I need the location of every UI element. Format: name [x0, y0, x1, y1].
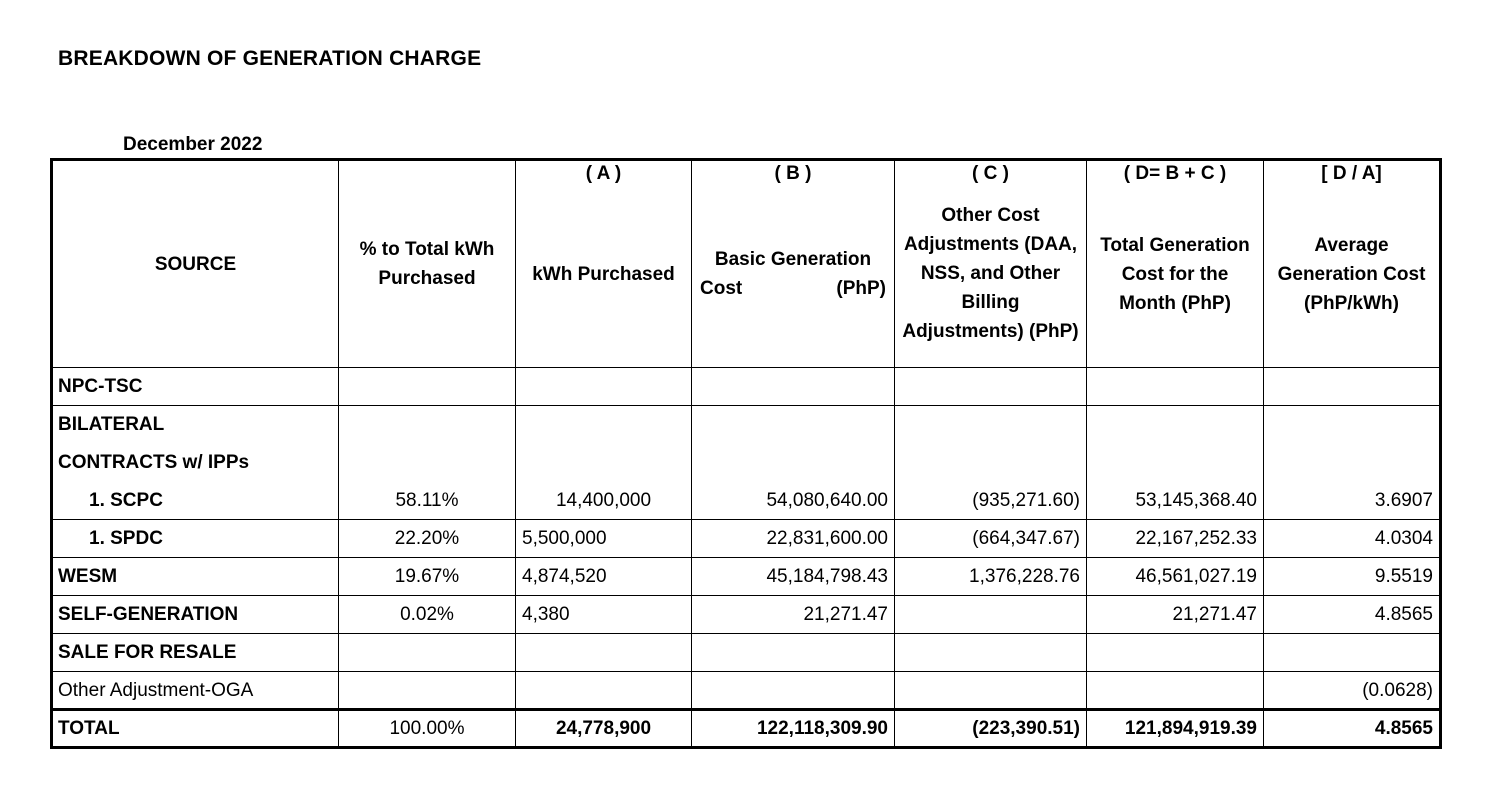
cell-empty	[895, 444, 1087, 482]
cell-average-cost: 3.6907	[1264, 482, 1441, 520]
cell-pct: 22.20%	[339, 520, 516, 558]
cell-empty	[339, 444, 516, 482]
header-average-generation-cost: [ D / A] Average Generation Cost (PhP/kWh)	[1264, 160, 1441, 368]
cell-average-cost: 9.5519	[1264, 558, 1441, 596]
table-row-scpc	[52, 482, 1441, 520]
cell-empty	[339, 634, 516, 672]
cell-empty	[692, 444, 895, 482]
header-source: SOURCE	[52, 160, 339, 368]
cell-pct: 19.67%	[339, 558, 516, 596]
table-row-bilateral	[52, 406, 1441, 444]
cell-empty	[516, 368, 692, 406]
row-source: SELF-GENERATION	[52, 596, 339, 634]
cell-empty	[1264, 368, 1441, 406]
cell-empty	[1264, 634, 1441, 672]
row-source: 1. SCPC	[52, 482, 339, 520]
cell-total-cost: 46,561,027.19	[1087, 558, 1264, 596]
cell-basic-cost: 45,184,798.43	[692, 558, 895, 596]
cell-empty	[1087, 406, 1264, 444]
cell-empty	[1087, 634, 1264, 672]
cell-empty	[516, 444, 692, 482]
cell-average-cost: 4.8565	[1264, 596, 1441, 634]
table-row-other-adjustment-oga	[52, 672, 1441, 710]
document-title: BREAKDOWN OF GENERATION CHARGE	[58, 47, 482, 70]
cell-empty	[895, 596, 1087, 634]
cell-empty	[1087, 672, 1264, 710]
cell-total-cost: 121,894,919.39	[1087, 710, 1264, 748]
cell-basic-cost: 21,271.47	[692, 596, 895, 634]
cell-kwh: 4,874,520	[516, 558, 692, 596]
cell-other-adjustments: (935,271.60)	[895, 482, 1087, 520]
table-row-npc-tsc	[52, 368, 1441, 406]
cell-empty	[1264, 444, 1441, 482]
cell-empty	[1087, 368, 1264, 406]
row-source: NPC-TSC	[52, 368, 339, 406]
header-total-generation-cost: ( D= B + C ) Total Generation Cost for the Month (PhP)	[1087, 160, 1264, 368]
row-source: Other Adjustment-OGA	[52, 672, 339, 710]
cell-pct: 58.11%	[339, 482, 516, 520]
cell-kwh: 14,400,000	[516, 482, 692, 520]
cell-total-cost: 53,145,368.40	[1087, 482, 1264, 520]
table-row-sale-for-resale	[52, 634, 1441, 672]
cell-empty	[516, 672, 692, 710]
header-row	[52, 160, 1441, 368]
cell-kwh: 5,500,000	[516, 520, 692, 558]
cell-empty	[895, 634, 1087, 672]
cell-basic-cost: 22,831,600.00	[692, 520, 895, 558]
cell-kwh: 4,380	[516, 596, 692, 634]
cell-empty	[339, 406, 516, 444]
table-row-wesm	[52, 558, 1441, 596]
table-row-bilateral-contracts	[52, 444, 1441, 482]
cell-other-adjustments: (664,347.67)	[895, 520, 1087, 558]
cell-other-adjustments: (223,390.51)	[895, 710, 1087, 748]
cell-average-cost: 4.0304	[1264, 520, 1441, 558]
cell-empty	[692, 634, 895, 672]
cell-empty	[516, 406, 692, 444]
row-source: WESM	[52, 558, 339, 596]
row-source: TOTAL	[52, 710, 339, 748]
cell-empty	[339, 672, 516, 710]
cell-basic-cost: 54,080,640.00	[692, 482, 895, 520]
cell-empty	[895, 672, 1087, 710]
header-other-cost-adjustments: ( C ) Other Cost Adjustments (DAA, NSS, and Other Billing Adjustments) (PhP)	[895, 160, 1087, 368]
cell-empty	[895, 406, 1087, 444]
table-row-spdc	[52, 520, 1441, 558]
cell-empty	[692, 368, 895, 406]
cell-total-cost: 21,271.47	[1087, 596, 1264, 634]
cell-empty	[692, 406, 895, 444]
cell-basic-cost: 122,118,309.90	[692, 710, 895, 748]
cell-pct: 0.02%	[339, 596, 516, 634]
cell-average-cost: 4.8565	[1264, 710, 1441, 748]
cell-empty	[516, 634, 692, 672]
row-source: BILATERAL	[52, 406, 339, 444]
row-source: CONTRACTS w/ IPPs	[52, 444, 339, 482]
table-row-total	[52, 710, 1441, 748]
cell-other-adjustments: 1,376,228.76	[895, 558, 1087, 596]
cell-empty	[1087, 444, 1264, 482]
row-source: SALE FOR RESALE	[52, 634, 339, 672]
header-kwh-purchased: ( A ) kWh Purchased	[516, 160, 692, 368]
table-row-self-generation	[52, 596, 1441, 634]
cell-empty	[692, 672, 895, 710]
cell-average-cost: (0.0628)	[1264, 672, 1441, 710]
cell-total-cost: 22,167,252.33	[1087, 520, 1264, 558]
row-source: 1. SPDC	[52, 520, 339, 558]
generation-charge-table	[50, 158, 1442, 749]
header-pct-total: % to Total kWh Purchased	[339, 160, 516, 368]
cell-kwh: 24,778,900	[516, 710, 692, 748]
report-period: December 2022	[123, 134, 263, 155]
header-basic-generation-cost: ( B ) Basic Generation Cost (PhP)	[692, 160, 895, 368]
cell-pct: 100.00%	[339, 710, 516, 748]
cell-empty	[339, 368, 516, 406]
cell-empty	[1264, 406, 1441, 444]
cell-empty	[895, 368, 1087, 406]
